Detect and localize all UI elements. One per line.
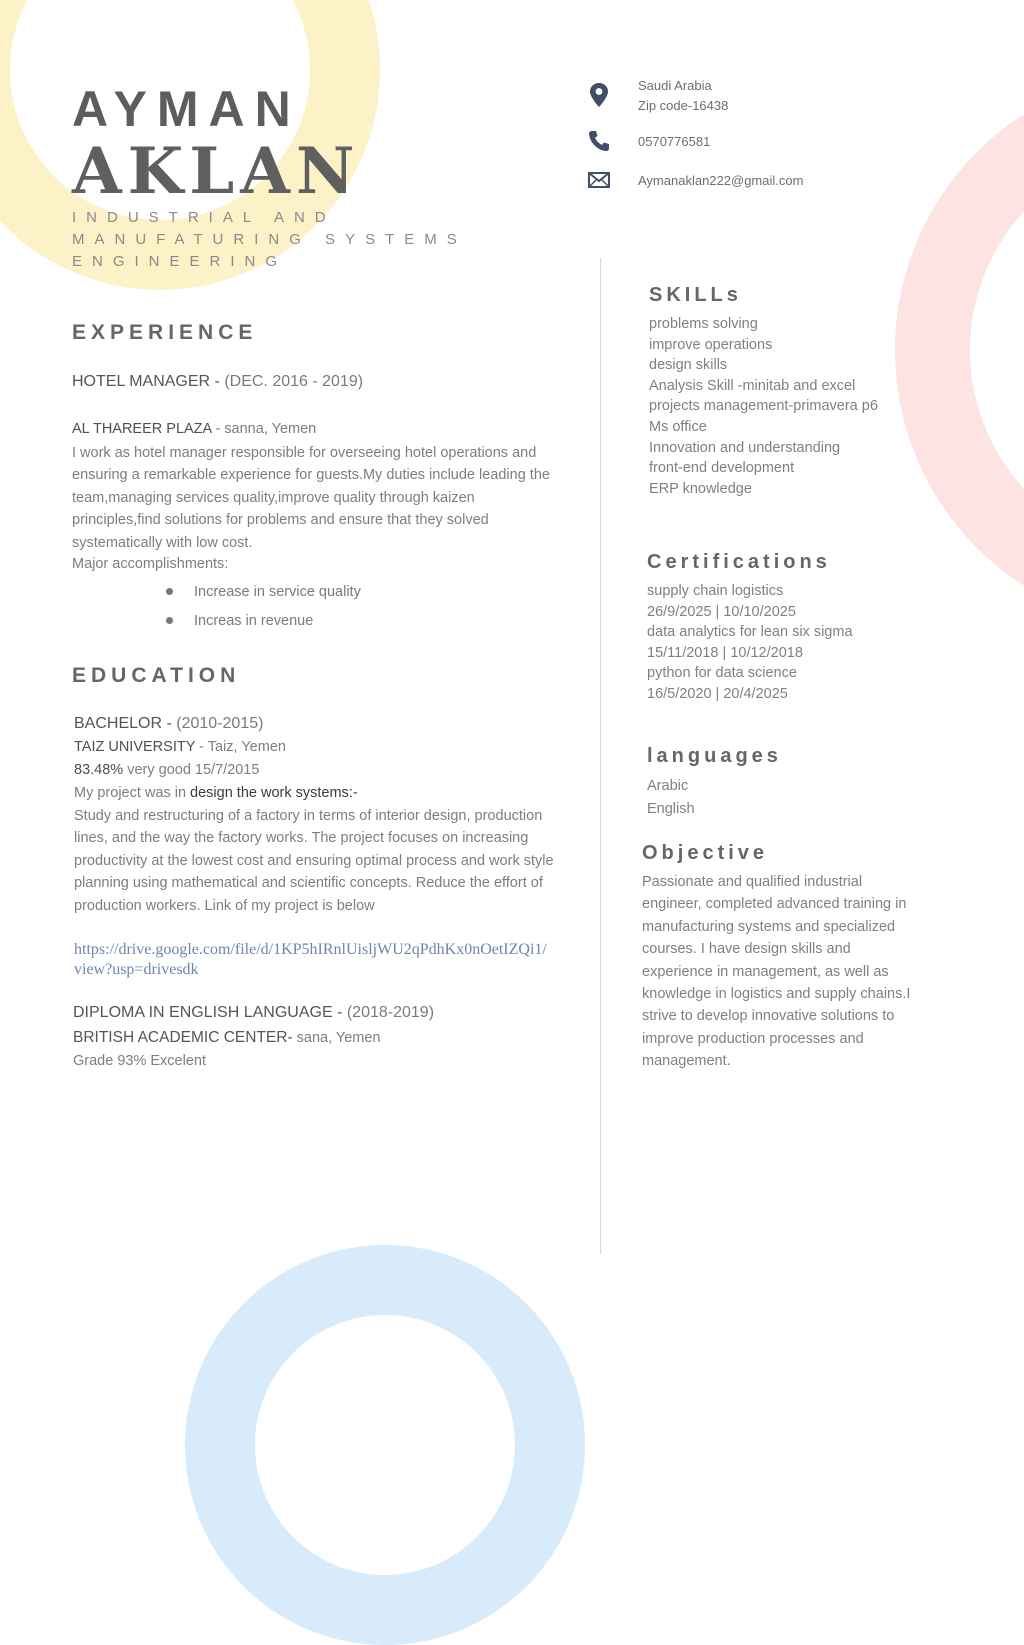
company-location: - sanna, Yemen bbox=[211, 421, 317, 437]
university-name: TAIZ UNIVERSITY bbox=[74, 739, 196, 755]
company-name: AL THAREER PLAZA bbox=[72, 421, 212, 437]
center-location: sana, Yemen bbox=[292, 1030, 381, 1046]
phone-icon bbox=[587, 129, 611, 158]
certification-dates: 15/11/2018 | 10/12/2018 bbox=[647, 644, 803, 661]
languages-heading: languages bbox=[647, 745, 782, 767]
accomplishment-item: Increas in revenue bbox=[194, 613, 314, 629]
certifications-list bbox=[647, 581, 853, 705]
objective-heading: Objective bbox=[642, 842, 769, 864]
certification-dates: 26/9/2025 | 10/10/2025 bbox=[647, 603, 796, 620]
job-title: HOTEL MANAGER - bbox=[72, 373, 220, 390]
education-diploma bbox=[73, 1004, 434, 1022]
skill-item: ERP knowledge bbox=[649, 480, 752, 497]
project-name: design the work systems:- bbox=[190, 785, 358, 801]
diploma-grade: Grade 93% Excelent bbox=[73, 1053, 206, 1069]
languages-list bbox=[647, 775, 695, 821]
diploma-title: DIPLOMA IN ENGLISH LANGUAGE - bbox=[73, 1004, 343, 1021]
university-location: - Taiz, Yemen bbox=[195, 739, 286, 755]
education-degree bbox=[74, 715, 263, 733]
education-project bbox=[74, 785, 358, 801]
center-name: BRITISH ACADEMIC CENTER- bbox=[73, 1029, 293, 1046]
skill-item: design skills bbox=[649, 357, 728, 374]
skill-item: problems solving bbox=[649, 316, 758, 332]
skill-item: Ms office bbox=[649, 418, 707, 435]
certification-item: python for data science bbox=[647, 665, 797, 682]
experience-job bbox=[72, 373, 363, 391]
bullet-dot bbox=[166, 588, 173, 595]
degree-dates: (2010-2015) bbox=[171, 715, 264, 732]
contact-phone: 0570776581 bbox=[638, 134, 711, 149]
decorative-blue-circle bbox=[185, 1245, 585, 1645]
experience-description: I work as hotel manager responsible for overseeing hotel operations and ensuring a remarkable experience for guests.My duties include leading the team,managing services quality,improve quality through kaizen principles,find solutions for problems and ensure that they solved systematically with low cost. bbox=[72, 445, 550, 551]
grade-text: very good 15/7/2015 bbox=[123, 762, 260, 778]
certification-item: supply chain logistics bbox=[647, 583, 784, 599]
decorative-pink-circle bbox=[895, 70, 1024, 630]
skills-heading: SKILLs bbox=[649, 284, 742, 306]
accomplishments-label: Major accomplishments: bbox=[72, 556, 229, 572]
project-link[interactable]: https://drive.google.com/file/d/1KP5hIRnlUisljWU2qPdhKx0nOetIZQi1/view?usp=drivesdk bbox=[74, 941, 547, 978]
accomplishment-item: Increase in service quality bbox=[194, 584, 361, 600]
bullet-dot bbox=[166, 617, 173, 624]
skill-item: Analysis Skill -minitab and excel bbox=[649, 377, 856, 394]
column-divider bbox=[600, 258, 601, 1254]
skill-item: improve operations bbox=[649, 336, 773, 353]
skills-list bbox=[649, 314, 878, 499]
job-title-line-1: INDUSTRIAL AND bbox=[72, 209, 336, 226]
project-description: Study and restructuring of a factory in terms of interior design, production lines, and the way the factory works. The project focuses on increasing productivity at the lowest cost and ensuring optimal process and work style planning using mathematical and scientific concepts. Reduce the effort of production workers. Link of my project is below bbox=[74, 808, 554, 914]
language-item: English bbox=[647, 801, 695, 817]
skill-item: projects management-primavera p6 bbox=[649, 398, 878, 415]
diploma-dates: (2018-2019) bbox=[342, 1004, 435, 1021]
last-name: AKLAN bbox=[72, 134, 361, 209]
mail-icon bbox=[587, 171, 611, 194]
certification-dates: 16/5/2020 | 20/4/2025 bbox=[647, 685, 788, 702]
job-dates: (DEC. 2016 - 2019) bbox=[219, 373, 364, 390]
project-intro: My project was in bbox=[74, 785, 191, 801]
education-grade bbox=[74, 762, 259, 778]
skill-item: Innovation and understanding bbox=[649, 439, 841, 456]
certifications-heading: Certifications bbox=[647, 551, 831, 573]
experience-company bbox=[72, 421, 316, 437]
skill-item: front-end development bbox=[649, 460, 795, 477]
language-item: Arabic bbox=[647, 778, 689, 794]
education-center bbox=[73, 1029, 381, 1047]
objective-text: Passionate and qualified industrial engineer, completed advanced training in manufacturing systems and specialized courses. I have design skills and experience in management, as well as knowledge in logistics and supply chains.I strive to develop innovative solutions to improve production processes and management. bbox=[642, 874, 911, 1070]
education-university bbox=[74, 739, 286, 755]
contact-zip: Zip code-16438 bbox=[638, 98, 729, 113]
job-title-line-2: MANUFATURING SYSTEMS bbox=[72, 231, 467, 248]
job-title-line-3: ENGINEERING bbox=[72, 253, 288, 270]
certification-item: data analytics for lean six sigma bbox=[647, 624, 853, 641]
contact-country: Saudi Arabia bbox=[638, 78, 712, 93]
education-heading: EDUCATION bbox=[72, 664, 241, 687]
first-name: AYMAN bbox=[72, 81, 301, 137]
grade-value: 83.48% bbox=[74, 762, 124, 778]
contact-email[interactable]: Aymanaklan222@gmail.com bbox=[638, 173, 804, 188]
experience-heading: EXPERIENCE bbox=[72, 321, 258, 344]
location-pin-icon bbox=[588, 82, 610, 113]
degree-title: BACHELOR - bbox=[74, 715, 172, 732]
